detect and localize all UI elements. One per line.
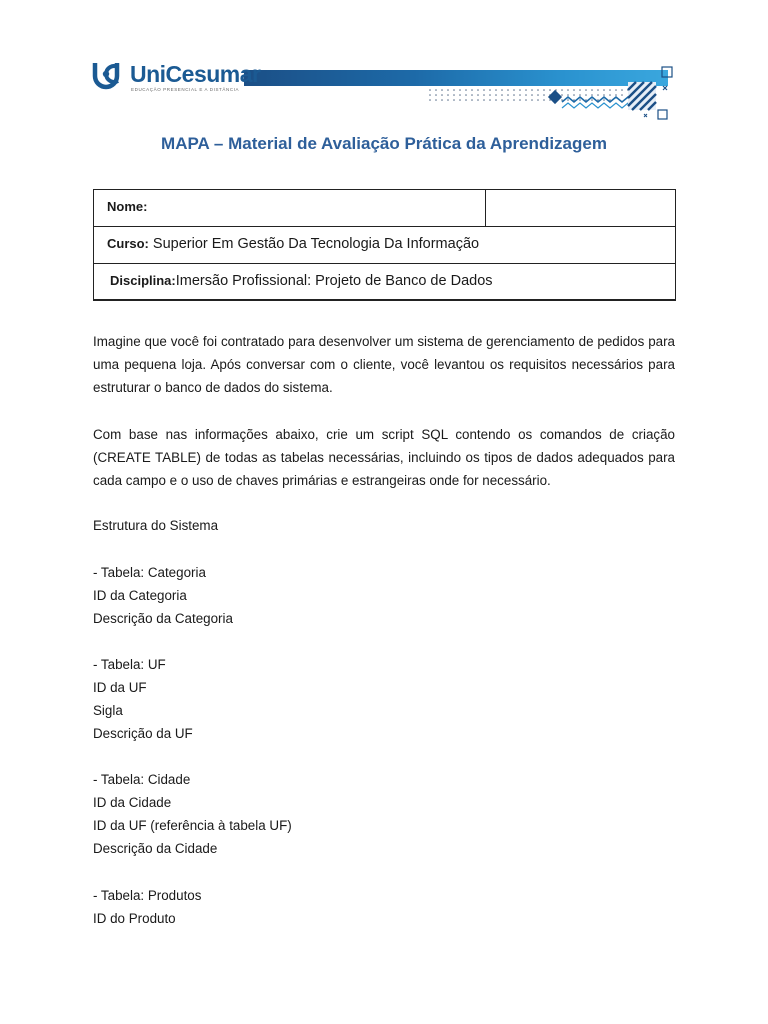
field-item: Descrição da Categoria (93, 611, 233, 626)
table-title-produtos: - Tabela: Produtos (93, 888, 202, 903)
logo-wordmark: UniCesumar (130, 61, 261, 87)
field-item: Sigla (93, 703, 123, 718)
document-header (92, 58, 682, 120)
instructions-paragraph-block (93, 423, 675, 493)
nome-label: Nome: (107, 199, 148, 214)
field-item: Descrição da Cidade (93, 841, 218, 856)
nome-cell-divider (485, 190, 486, 227)
curso-value: Superior Em Gestão Da Tecnologia Da Informação (148, 236, 480, 252)
header-decoration-icon (422, 64, 682, 122)
disciplina-row (94, 264, 675, 301)
student-info-table (93, 189, 676, 301)
curso-row (94, 227, 675, 264)
intro-paragraph-block (93, 330, 675, 400)
disciplina-label: Disciplina: (110, 273, 176, 288)
paragraph-1: Imagine que você foi contratado para desenvolver um sistema de gerenciamento de pedidos para uma pequena loja. Após conversar com o cliente, você levantou os requisitos necessários para estruturar o banco de dados do sistema. (93, 334, 675, 396)
table-title-uf: - Tabela: UF (93, 657, 166, 672)
curso-label: Curso: (107, 236, 149, 251)
unicesumar-logo (92, 60, 261, 100)
table-title-cidade: - Tabela: Cidade (93, 772, 191, 787)
field-item: ID da Categoria (93, 588, 187, 603)
field-item: ID da UF (93, 680, 147, 695)
disciplina-value: Imersão Profissional: Projeto de Banco de Dados (175, 273, 493, 289)
field-item: Descrição da UF (93, 726, 193, 741)
structure-heading: Estrutura do Sistema (93, 518, 219, 533)
logo-tagline: EDUCAÇÃO PRESENCIAL E A DISTÂNCIA (131, 87, 240, 92)
unicesumar-logo-mark-icon (92, 60, 126, 90)
paragraph-2: Com base nas informações abaixo, crie um script SQL contendo os comandos de criação (CREATE TABLE) de todas as tabelas necessárias, incluindo os tipos de dados adequados para cada campo e o uso de chaves primárias e estrangeiras onde for necessário. (93, 427, 675, 489)
field-item: ID do Produto (93, 911, 176, 926)
field-item: ID da UF (referência à tabela UF) (93, 818, 292, 833)
disciplina-line (110, 264, 493, 298)
nome-row (94, 190, 675, 227)
curso-line (107, 227, 479, 261)
document-title: MAPA – Material de Avaliação Prática da Aprendizagem (161, 134, 607, 153)
table-title-categoria: - Tabela: Categoria (93, 565, 206, 580)
field-item: ID da Cidade (93, 795, 172, 810)
